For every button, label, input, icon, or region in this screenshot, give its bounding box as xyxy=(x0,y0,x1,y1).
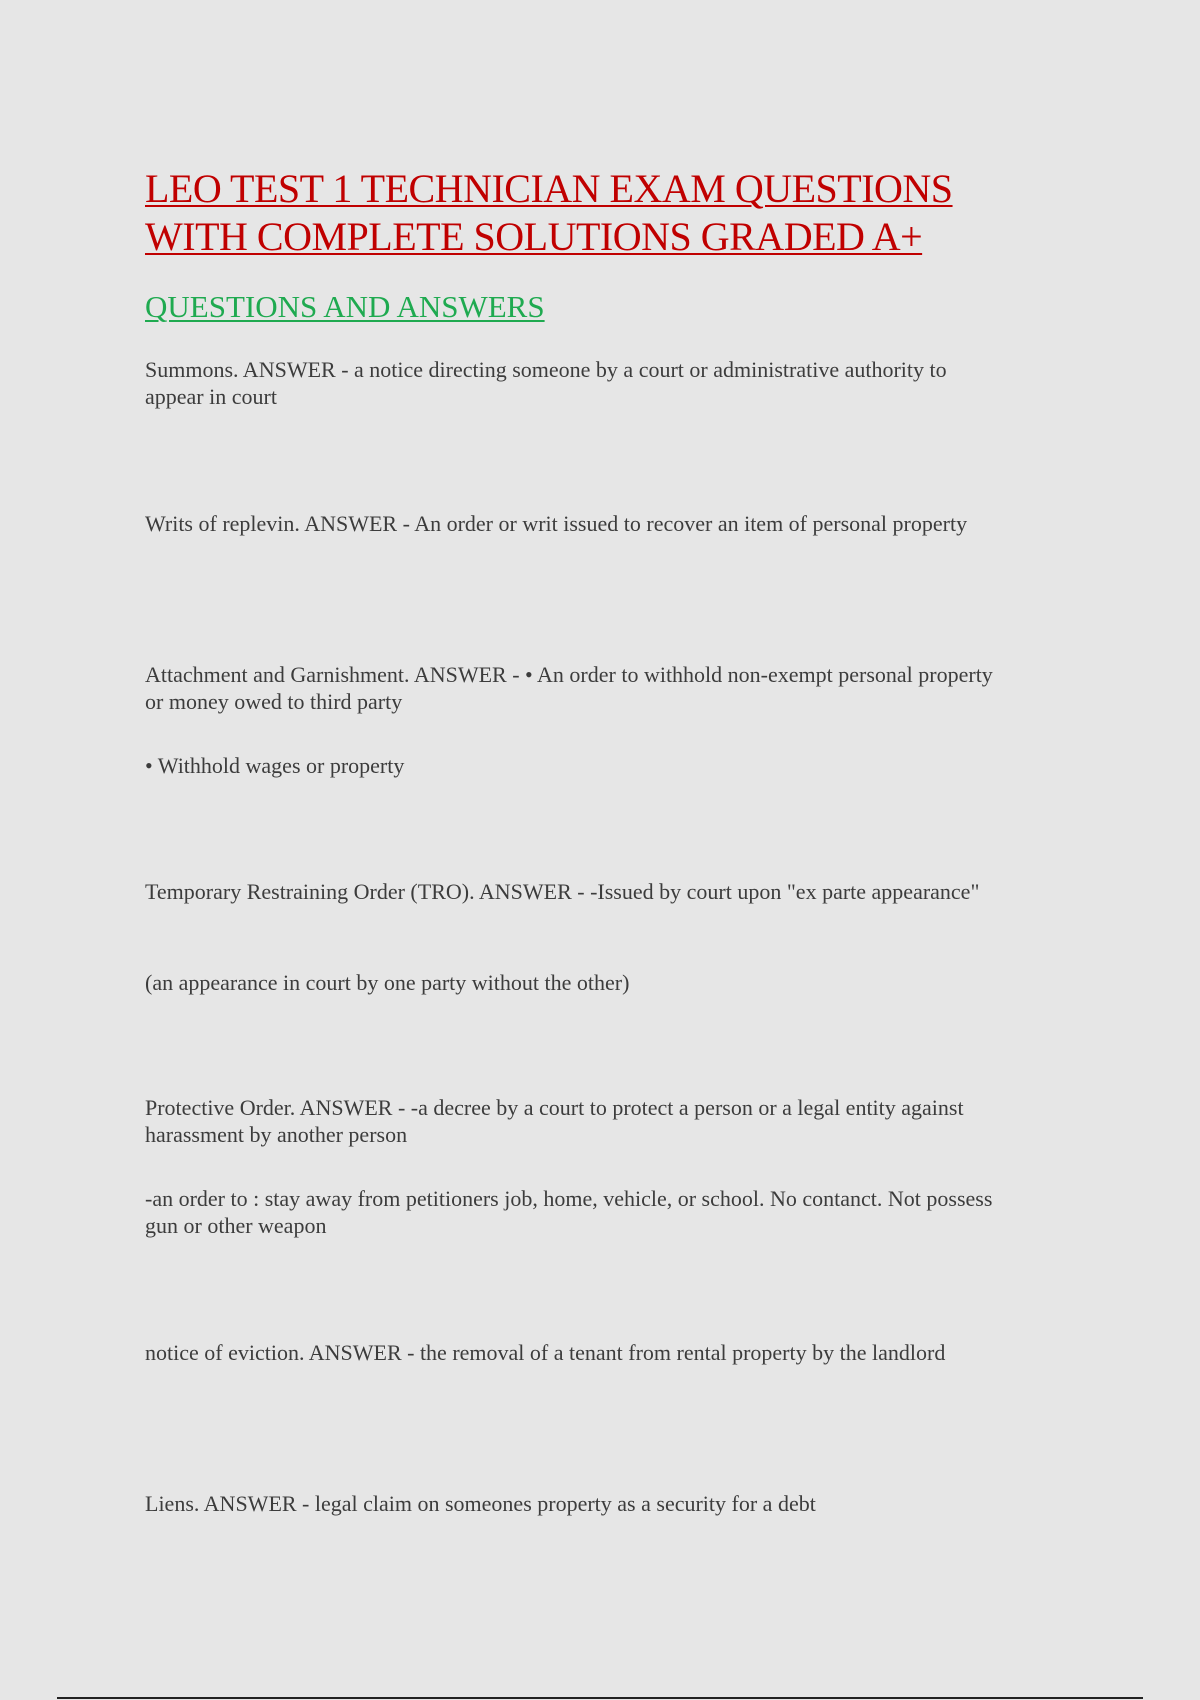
qa-attachment-garnishment: Attachment and Garnishment. ANSWER - • An order to withhold non-exempt personal property or money owed to third party xyxy=(145,662,993,714)
qa-attachment-garnishment-detail: • Withhold wages or property xyxy=(145,753,405,778)
qa-writs-of-replevin: Writs of replevin. ANSWER - An order or writ issued to recover an item of personal property xyxy=(145,511,968,536)
qa-liens: Liens. ANSWER - legal claim on someones property as a security for a debt xyxy=(145,1491,816,1516)
qa-notice-of-eviction: notice of eviction. ANSWER - the removal of a tenant from rental property by the landlord xyxy=(145,1340,946,1365)
footer-divider xyxy=(57,1697,1143,1699)
document-title-line-2: WITH COMPLETE SOLUTIONS GRADED A+ xyxy=(145,214,923,259)
qa-summons: Summons. ANSWER - a notice directing someone by a court or administrative authority to appear in court xyxy=(145,357,947,409)
document-title xyxy=(145,165,1045,261)
qa-temporary-restraining-order-detail: (an appearance in court by one party without the other) xyxy=(145,970,630,995)
qa-protective-order-detail: -an order to : stay away from petitioners job, home, vehicle, or school. No contanct. Not possess gun or other weapon xyxy=(145,1186,993,1238)
document-title-line-1: LEO TEST 1 TECHNICIAN EXAM QUESTIONS xyxy=(145,166,953,211)
qa-protective-order: Protective Order. ANSWER - -a decree by a court to protect a person or a legal entity against harassment by another person xyxy=(145,1095,964,1147)
qa-temporary-restraining-order: Temporary Restraining Order (TRO). ANSWER - -Issued by court upon "ex parte appearance" xyxy=(145,879,980,904)
section-heading: QUESTIONS AND ANSWERS xyxy=(145,289,545,324)
